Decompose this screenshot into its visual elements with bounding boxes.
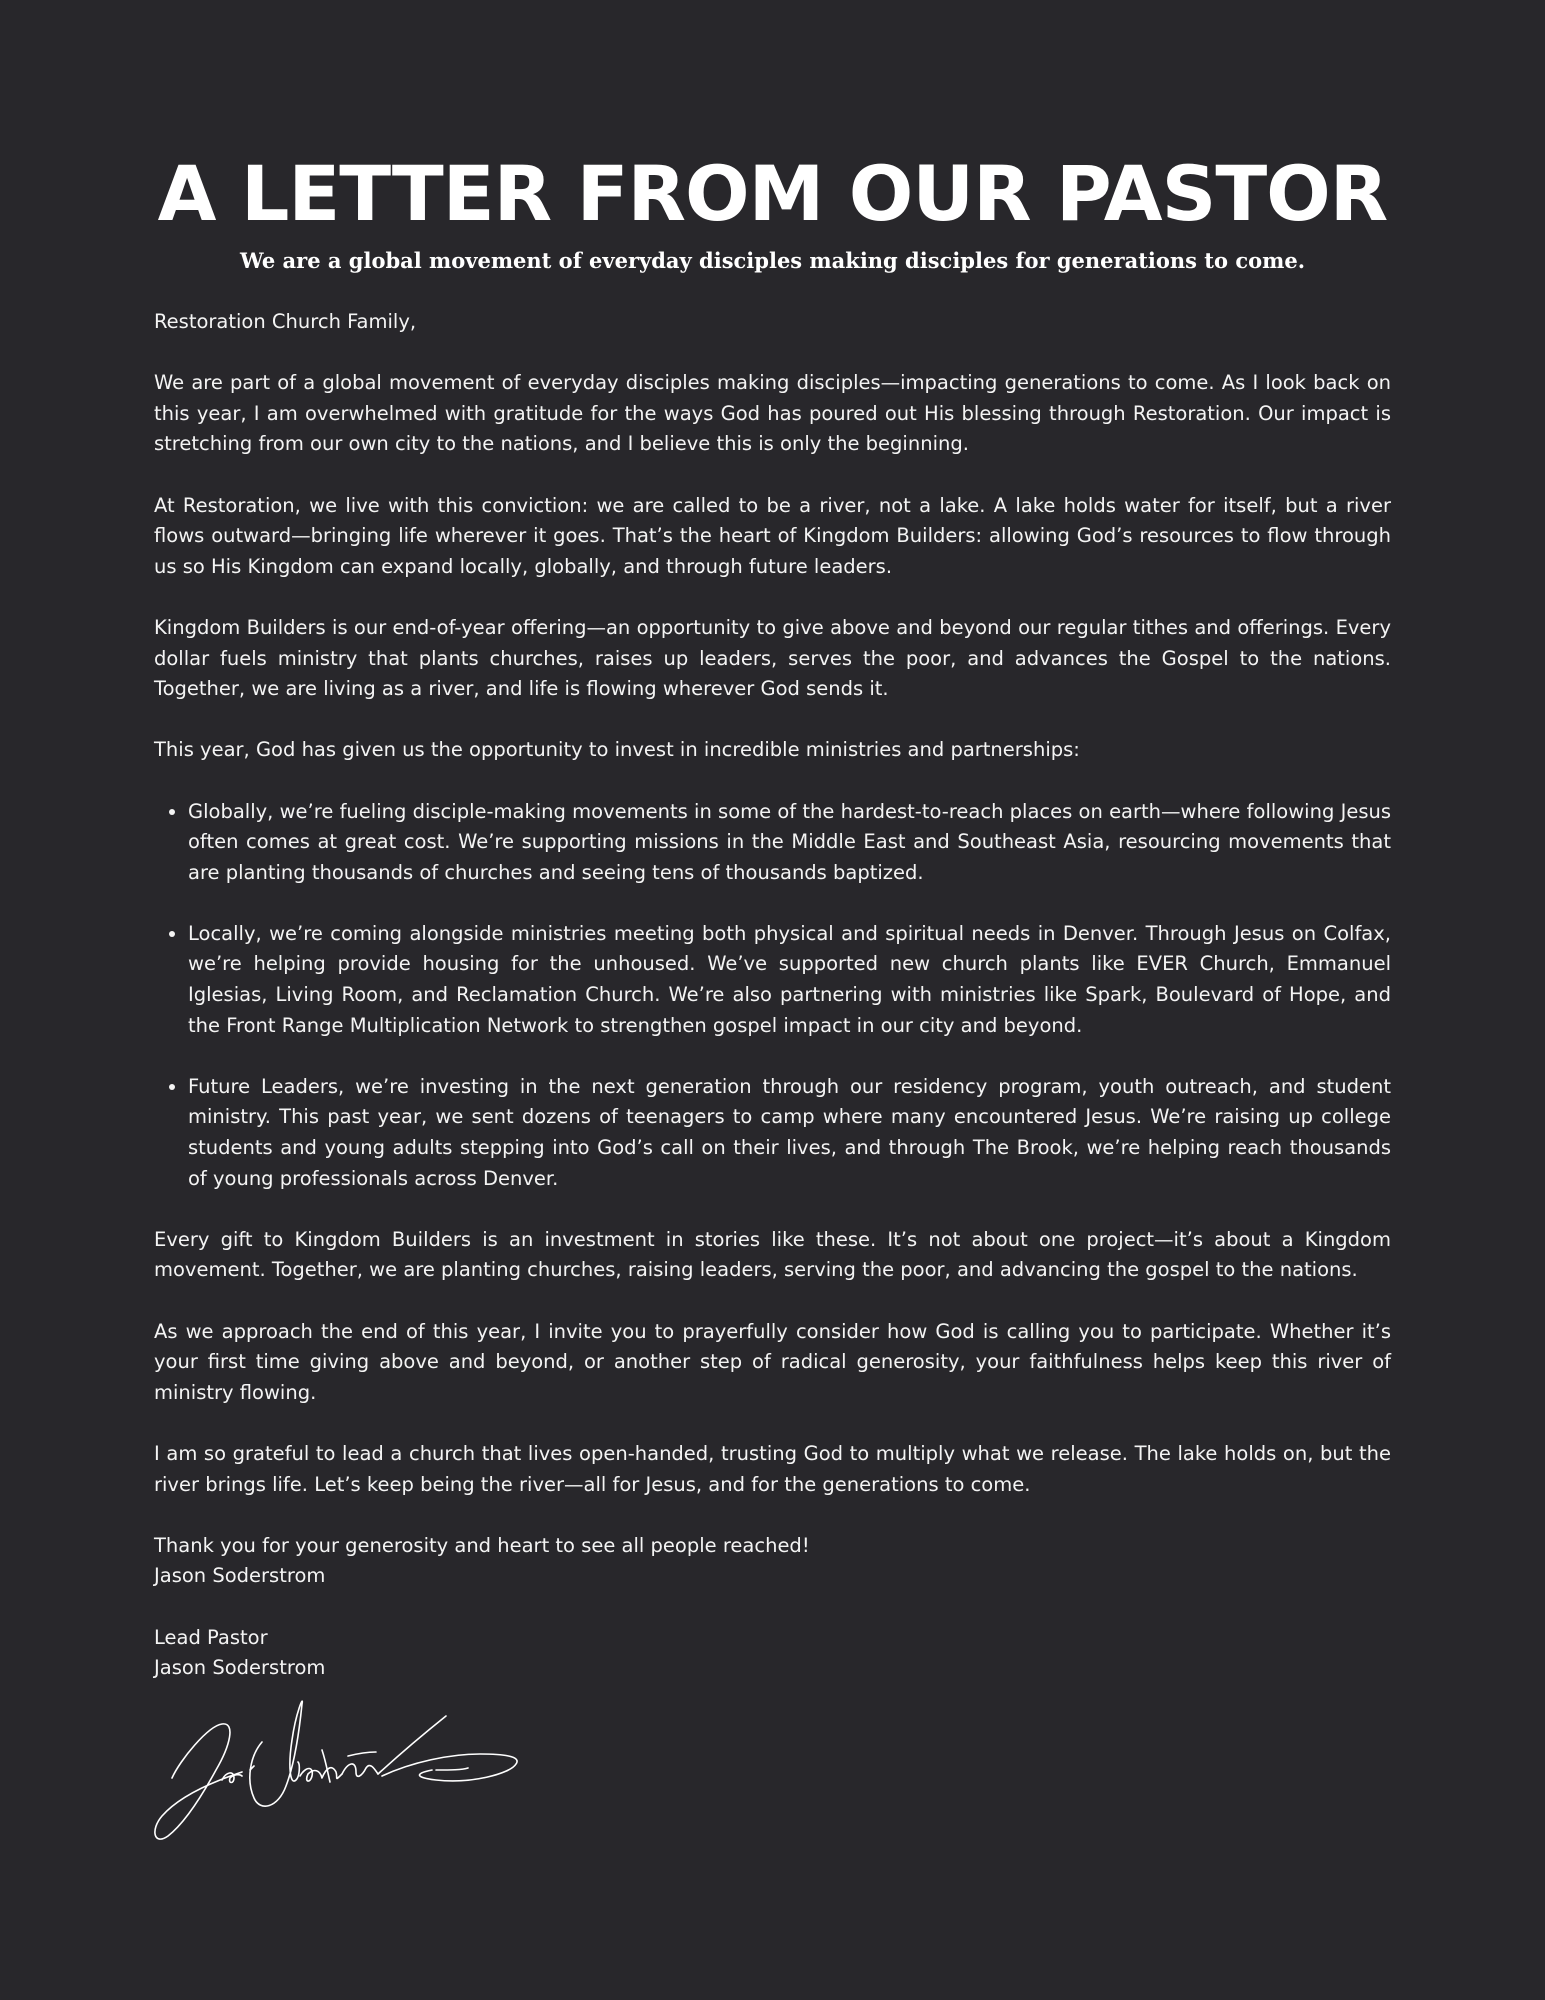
list-item: • Globally, we’re fueling disciple-making movements in some of the hardest-to-reach places on earth—where following Jesus often comes at great cost. We’re supporting missions in the Middle East and Southeast Asia, resourcing movements that are planting thousands of churches and seeing tens of thousands baptized. bbox=[188, 797, 1391, 889]
letter-paragraph: Kingdom Builders is our end-of-year offering—an opportunity to give above and beyond our regular tithes and offerings. Every dollar fuels ministry that plants churches, raises up leaders, serves the poor, and advances the Gospel to the nations. Together, we are living as a river, and life is flowing wherever God sends it. bbox=[154, 615, 1391, 701]
letter-paragraph: At Restoration, we live with this conviction: we are called to be a river, not a lake. A lake holds water for itself, but a river flows outward—bringing life wherever it goes. That’s the heart of Kingdom Builders: allowing God’s resources to flow through us so His Kingdom can expand locally, globally, and through future leaders. bbox=[154, 493, 1391, 578]
letter-paragraph: This year, God has given us the opportunity to invest in incredible ministries and partnerships: bbox=[154, 738, 1080, 762]
signoff bbox=[154, 1531, 1391, 1684]
ministry-list bbox=[154, 797, 1391, 1195]
signer-role: Lead Pastor bbox=[154, 1625, 268, 1649]
letter-body bbox=[154, 307, 1391, 1684]
thanks-line: Thank you for your generosity and heart to see all people reached! bbox=[154, 1533, 810, 1557]
letter-greeting: Restoration Church Family, bbox=[154, 310, 417, 333]
page-title: A LETTER FROM OUR PASTOR bbox=[157, 149, 1388, 238]
signer-name: Jason Soderstrom bbox=[154, 1564, 326, 1588]
list-item: • Locally, we’re coming alongside ministries meeting both physical and spiritual needs in Denver. Through Jesus on Colfax, we’re helping provide housing for the unhoused. We’ve supported new church plants like EVER Church, Emmanuel Iglesias, Living Room, and Reclamation Church. We’re also partnering with ministries like Spark, Boulevard of Hope, and the Front Range Multiplication Network to strengthen gospel impact in our city and beyond. bbox=[188, 919, 1391, 1041]
letter-paragraph: Every gift to Kingdom Builders is an investment in stories like these. It’s not about one project—it’s about a Kingdom movement. Together, we are planting churches, raising leaders, serving the poor, and advancing the gospel to the nations. bbox=[154, 1227, 1391, 1282]
signer-role-name: Jason Soderstrom bbox=[154, 1656, 326, 1680]
handwritten-signature bbox=[150, 1690, 540, 1850]
page-subtitle: We are a global movement of everyday disciples making disciples for generations to come. bbox=[239, 248, 1306, 273]
letter-paragraph: As we approach the end of this year, I invite you to prayerfully consider how God is calling you to participate. Whether it’s your first time giving above and beyond, or another step of radical generosity, your faithfulness helps keep this river of ministry flowing. bbox=[154, 1319, 1391, 1404]
letter-paragraph: I am so grateful to lead a church that lives open-handed, trusting God to multiply what we release. The lake holds on, but the river brings life. Let’s keep being the river—all for Jesus, and for the generations to come. bbox=[154, 1441, 1391, 1496]
letter-paragraph: We are part of a global movement of everyday disciples making disciples—impacting generations to come. As I look back on this year, I am overwhelmed with gratitude for the ways God has poured out His blessing through Restoration. Our impact is stretching from our own city to the nations, and I believe this is only the beginning. bbox=[154, 371, 1391, 456]
list-item: • Future Leaders, we’re investing in the next generation through our residency program, youth outreach, and student ministry. This past year, we sent dozens of teenagers to camp where many encountered Jesus. We’re raising up college students and young adults stepping into God’s call on their lives, and through The Brook, we’re helping reach thousands of young professionals across Denver. bbox=[188, 1072, 1391, 1194]
